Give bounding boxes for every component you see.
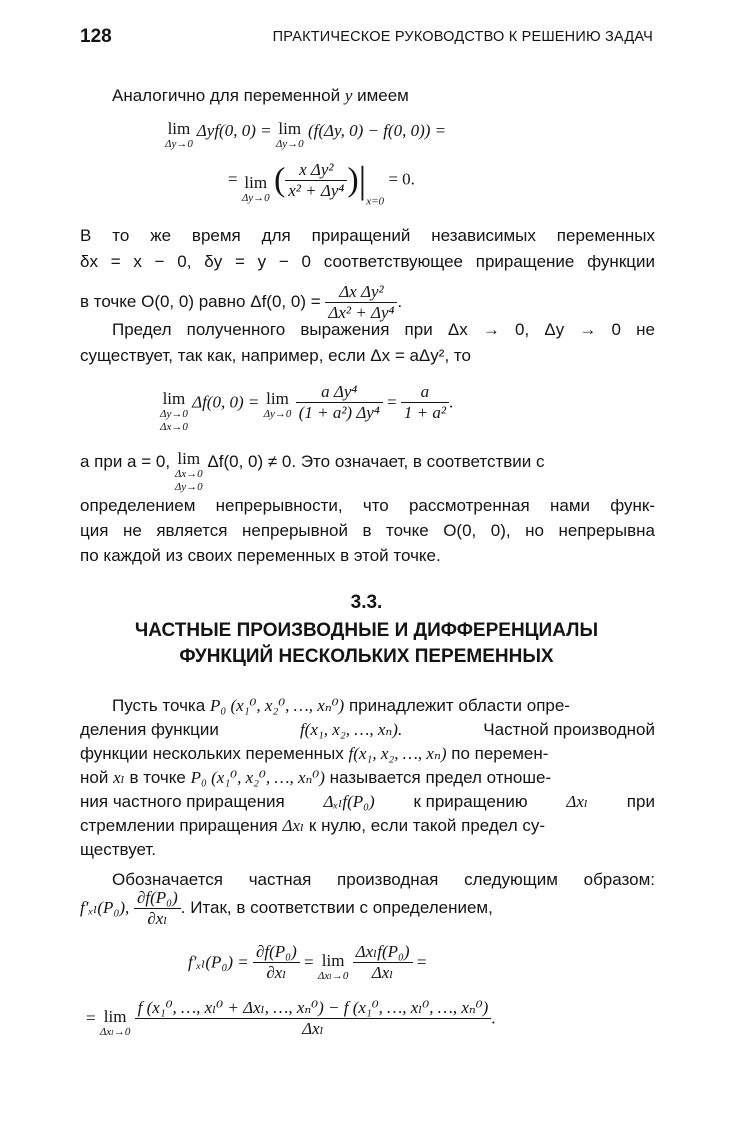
lim-sub: Δx→0 <box>174 468 203 480</box>
paragraph-conclusion-l3: ция не является непрерывной в точке O(0, 0), но непрерывна <box>80 521 655 540</box>
fraction <box>325 282 397 323</box>
text-span: называется предел отноше- <box>329 768 552 787</box>
text-span: стремлении приращения <box>80 816 278 835</box>
text-span: Пусть точка <box>112 696 206 715</box>
definition-l1 <box>112 694 570 718</box>
lim-word: lim <box>167 119 191 138</box>
frac-den: ∂xₗ <box>147 909 168 928</box>
lim-word: lim <box>266 389 289 408</box>
frac-den: Δx² + Δy⁴ <box>328 303 395 322</box>
equation-1 <box>165 120 446 151</box>
frac-num: a Δy⁴ <box>296 382 383 403</box>
fraction <box>253 942 300 983</box>
frac-den: (1 + a²) Δy⁴ <box>298 403 380 422</box>
paragraph-increment-l2: δx = x − 0, δy = y − 0 соответствующее приращение функции <box>80 252 655 271</box>
definition-l2 <box>80 718 655 742</box>
math-point: P₀ (x₁⁰, x₂⁰, …, xₙ⁰) <box>190 768 325 787</box>
fraction <box>134 888 181 929</box>
text-span: принадлежит области опре- <box>348 696 570 715</box>
text-span: деления функции <box>80 720 219 739</box>
lim-word: lim <box>244 173 268 192</box>
section-title <box>80 618 653 670</box>
text-span: а при a = 0, <box>80 452 171 471</box>
lim-sub: Δx→0 <box>160 421 188 433</box>
lim-sub: Δy→0 <box>160 408 188 420</box>
text-span: по перемен- <box>451 744 549 763</box>
fraction <box>135 998 492 1039</box>
paragraph-limit-l1: Предел полученного выражения при Δx → 0, Δy → 0 не <box>112 320 655 339</box>
lim-word: lim <box>177 449 201 468</box>
math-expr: Δxₗ <box>566 792 589 811</box>
paragraph-increment-l3: в точке O(0, 0) равно Δf(0, 0) = $\frac{\text{Δx Δy²}}{\text{Δx² + Δy⁴}}$ . <box>80 282 403 322</box>
frac-num: Δx Δy² <box>325 282 397 303</box>
definition-l5 <box>80 790 655 814</box>
eq2-end: = 0. <box>388 169 415 189</box>
limit-op <box>100 1008 131 1039</box>
lim-sub: Δxₗ→0 <box>317 970 349 982</box>
frac-num: a <box>401 382 449 403</box>
section-number: 3.3. <box>350 592 383 613</box>
notation-l1: Обозначается частная производная следующим образом: <box>112 870 655 889</box>
math-expr: Δₓₗf(P₀) <box>323 792 375 811</box>
math-point: P₀ (x₁⁰, x₂⁰, …, xₙ⁰) <box>209 696 345 715</box>
eval-sub: x=0 <box>366 195 385 208</box>
paragraph-conclusion-l4: по каждой из своих переменных в этой точке. <box>80 546 441 565</box>
text-span: . Итак, в соответствии с определением, <box>180 897 493 917</box>
fraction <box>285 160 347 201</box>
paragraph-limit-l2: существует, так как, например, если Δx = aΔy², то <box>80 346 471 365</box>
frac-num: x Δy² <box>285 160 347 181</box>
eq1-rhs: (f(Δy, 0) − f(0, 0)) = <box>307 121 447 140</box>
frac-num: f (x₁⁰, …, xₗ⁰ + Δxₗ, …, xₙ⁰) − f (x₁⁰, …, xₗ⁰, …, xₙ⁰) <box>135 998 492 1019</box>
paragraph-conclusion-l2: определением непрерывности, что рассмотренная нами функ- <box>80 496 655 515</box>
frac-num: Δxₗf(P₀) <box>353 942 413 963</box>
frac-num: ∂f(P₀) <box>253 942 300 963</box>
fraction <box>401 382 449 423</box>
limit-op <box>242 174 270 205</box>
lim-sub: Δy→0 <box>275 138 304 150</box>
eq1-lhs: Δyf(0, 0) = <box>196 121 272 140</box>
page-number: 128 <box>80 26 112 47</box>
text-span: к нулю, если такой предел су- <box>308 816 545 835</box>
math-expr: f′ₓₗ(P₀), <box>80 897 130 917</box>
frac-den: Δxₗ <box>302 1019 324 1038</box>
math-func: f(x₁, x₂, …, xₙ) <box>348 744 447 763</box>
fraction <box>353 942 413 983</box>
math-var: xₗ <box>113 768 125 787</box>
eq3-lhs: Δf(0, 0) = <box>192 392 260 412</box>
equation-2: = lim Δy→0 ( $\frac{\text{x Δy²}}{\text{x² + Δy⁴}}$ )$|_{x=0} = 0$. <box>228 159 415 208</box>
equation-5: = lim Δxₗ→0 $\frac{\text{f (x₁⁰, …, xₗ⁰ + Δxₗ, …, xₙ⁰) − f (x₁⁰, …, xₗ⁰, …, xₙ⁰)}}{\text{Δxₗ}}$ . <box>86 998 496 1038</box>
limit-op <box>160 390 188 434</box>
lim-sub: Δy→0 <box>263 408 292 420</box>
paragraph-increment-l1: В то же время для приращений независимых переменных <box>80 226 655 245</box>
lim-word: lim <box>162 389 186 408</box>
text-span: в точке <box>129 768 186 787</box>
frac-den: Δxₗ <box>371 963 394 982</box>
limit-op <box>165 120 193 151</box>
section-title-line: ФУНКЦИЙ НЕСКОЛЬКИХ ПЕРЕМЕННЫХ <box>179 646 554 667</box>
text-span: Аналогично для переменной <box>112 86 341 105</box>
frac-den: ∂xₗ <box>266 963 287 982</box>
notation-l2 <box>80 888 493 929</box>
lim-sub: Δxₗ→0 <box>99 1026 131 1038</box>
paragraph-conclusion-l1 <box>80 450 545 494</box>
page-header <box>80 26 653 52</box>
paragraph-analog <box>112 84 409 108</box>
section-title-line: ЧАСТНЫЕ ПРОИЗВОДНЫЕ И ДИФФЕРЕНЦИАЛЫ <box>134 620 599 641</box>
lim-word: lim <box>278 119 302 138</box>
frac-den: 1 + a² <box>403 403 446 422</box>
text-span: ной <box>80 768 109 787</box>
text-span: к приращению <box>413 792 528 811</box>
text-span: в точке O(0, 0) равно Δf(0, 0) = <box>80 291 321 311</box>
fraction <box>296 382 383 423</box>
text-span: при <box>626 792 655 811</box>
definition-l6 <box>80 814 545 838</box>
definition-l4 <box>80 766 551 790</box>
eq4-lhs: f′ₓₗ(P₀) = <box>188 952 249 972</box>
lim-word: lim <box>103 1007 127 1026</box>
limit-op <box>175 450 203 494</box>
running-title: ПРАКТИЧЕСКОЕ РУКОВОДСТВО К РЕШЕНИЮ ЗАДАЧ <box>272 29 653 45</box>
math-func: f(x₁, x₂, …, xₙ). <box>299 720 403 739</box>
frac-num: ∂f(P₀) <box>134 888 181 909</box>
lim-sub: Δy→0 <box>165 138 193 150</box>
text-span: функции нескольких переменных <box>80 744 344 763</box>
text-span: имеем <box>357 86 409 105</box>
text-span: Δf(0, 0) ≠ 0. Это означает, в соответствии с <box>207 452 545 471</box>
lim-sub: Δy→0 <box>241 192 270 204</box>
equation-3: lim Δy→0 Δx→0 Δf(0, 0) = lim Δy→0 $\frac{\text{a Δy⁴}}{\text{(1 + a²) Δy⁴}}$ = $\frac{a}{\text{1 + a²}}$ . <box>160 382 454 433</box>
definition-l3 <box>80 742 548 766</box>
limit-op <box>318 952 349 983</box>
equation-4: f′ₓₗ(P₀) = $\frac{\text{∂f(P₀)}}{\text{∂xₗ}}$ = lim Δxₗ→0 $\frac{\text{Δxₗf(P₀)}}{\text{Δxₗ}}$ = <box>188 942 427 982</box>
definition-l7: ществует. <box>80 840 157 859</box>
math-expr: Δxₗ <box>282 816 305 835</box>
lim-sub: Δy→0 <box>174 481 203 493</box>
text-span: ния частного приращения <box>80 792 285 811</box>
math-var: y <box>344 86 353 105</box>
limit-op <box>276 120 304 151</box>
lim-word: lim <box>321 951 345 970</box>
text-span: Частной производной <box>483 720 655 739</box>
limit-op <box>264 390 292 421</box>
frac-den: x² + Δy⁴ <box>288 181 345 200</box>
